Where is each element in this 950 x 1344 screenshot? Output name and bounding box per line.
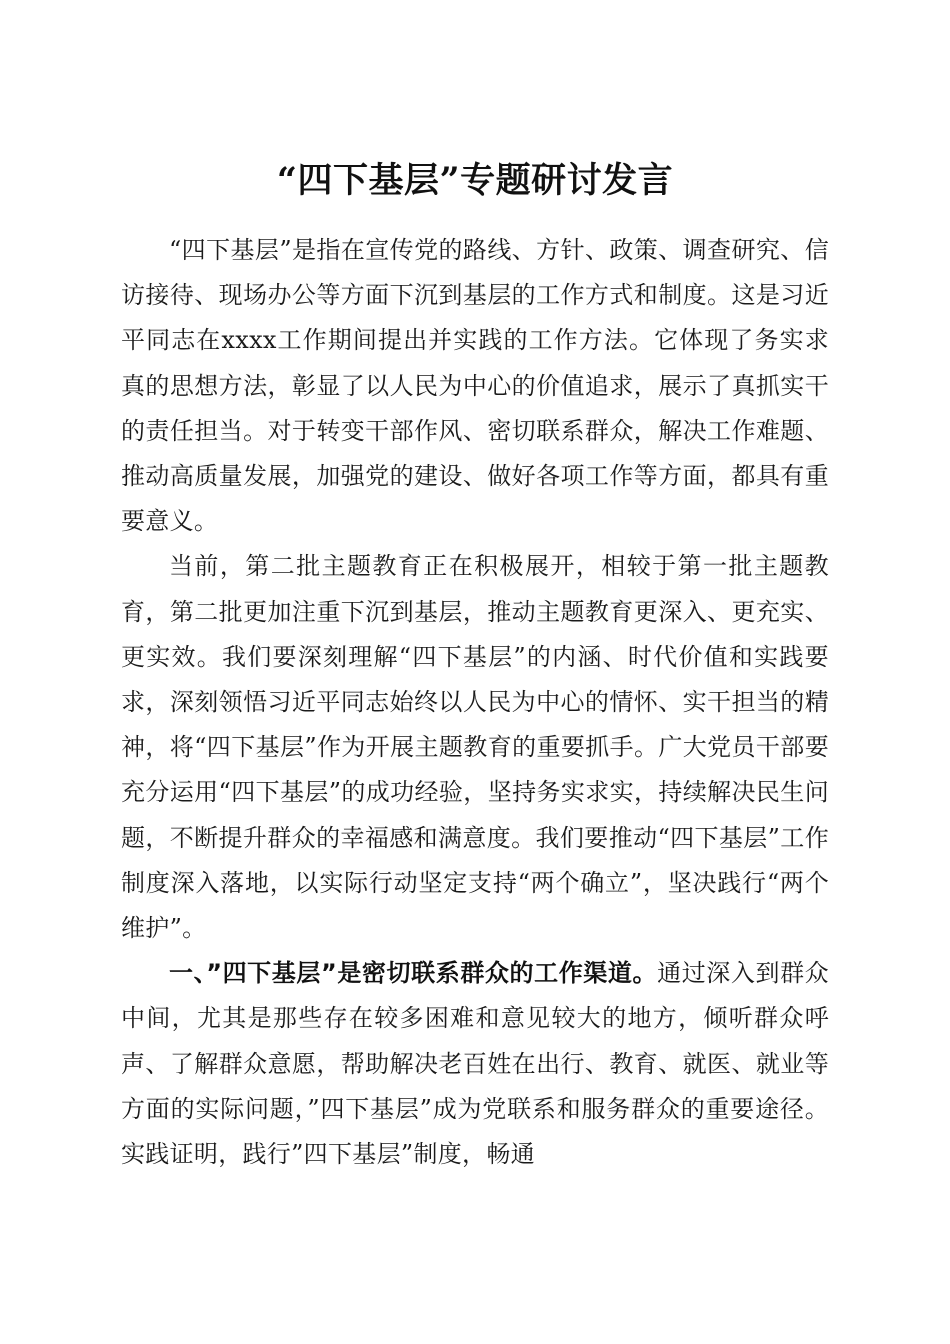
paragraph-current-campaign — [121, 544, 829, 951]
section-heading: 一、”四下基层”是密切联系群众的工作渠道。 — [169, 959, 658, 988]
document-title: “四下基层”专题研讨发言 — [276, 160, 674, 202]
paragraph-section-one — [121, 951, 829, 1177]
paragraph-text: 通过深入到群众中间，尤其是那些存在较多困难和意见较大的地方，倾听群众呼声、了解群众意愿，帮助解决老百姓在出行、教育、就医、就业等方面的实际问题，”四下基层”成为党联系和服务群众的重要途径。实践证明，践行”四下基层”制度，畅通 — [121, 959, 829, 1169]
paragraph-intro — [121, 228, 829, 544]
paragraph-text: 当前，第二批主题教育正在积极展开，相较于第一批主题教育，第二批更加注重下沉到基层，推动主题教育更深入、更充实、更实效。我们要深刻理解“四下基层”的内涵、时代价值和实践要求，深刻领悟习近平同志始终以人民为中心的情怀、实干担当的精神，将“四下基层”作为开展主题教育的重要抓手。广大党员干部要充分运用“四下基层”的成功经验，坚持务实求实，持续解决民生问题，不断提升群众的幸福感和满意度。我们要推动“四下基层”工作制度深入落地，以实际行动坚定支持“两个确立”，坚决践行“两个维护”。 — [121, 552, 829, 943]
document-body — [121, 228, 829, 1177]
paragraph-text: “四下基层”是指在宣传党的路线、方针、政策、调查研究、信访接待、现场办公等方面下沉到基层的工作方式和制度。这是习近平同志在xxxx工作期间提出并实践的工作方法。它体现了务实求真的思想方法，彰显了以人民为中心的价值追求，展示了真抓实干的责任担当。对于转变干部作风、密切联系群众，解决工作难题、推动高质量发展，加强党的建设、做好各项工作等方面，都具有重要意义。 — [121, 236, 829, 536]
